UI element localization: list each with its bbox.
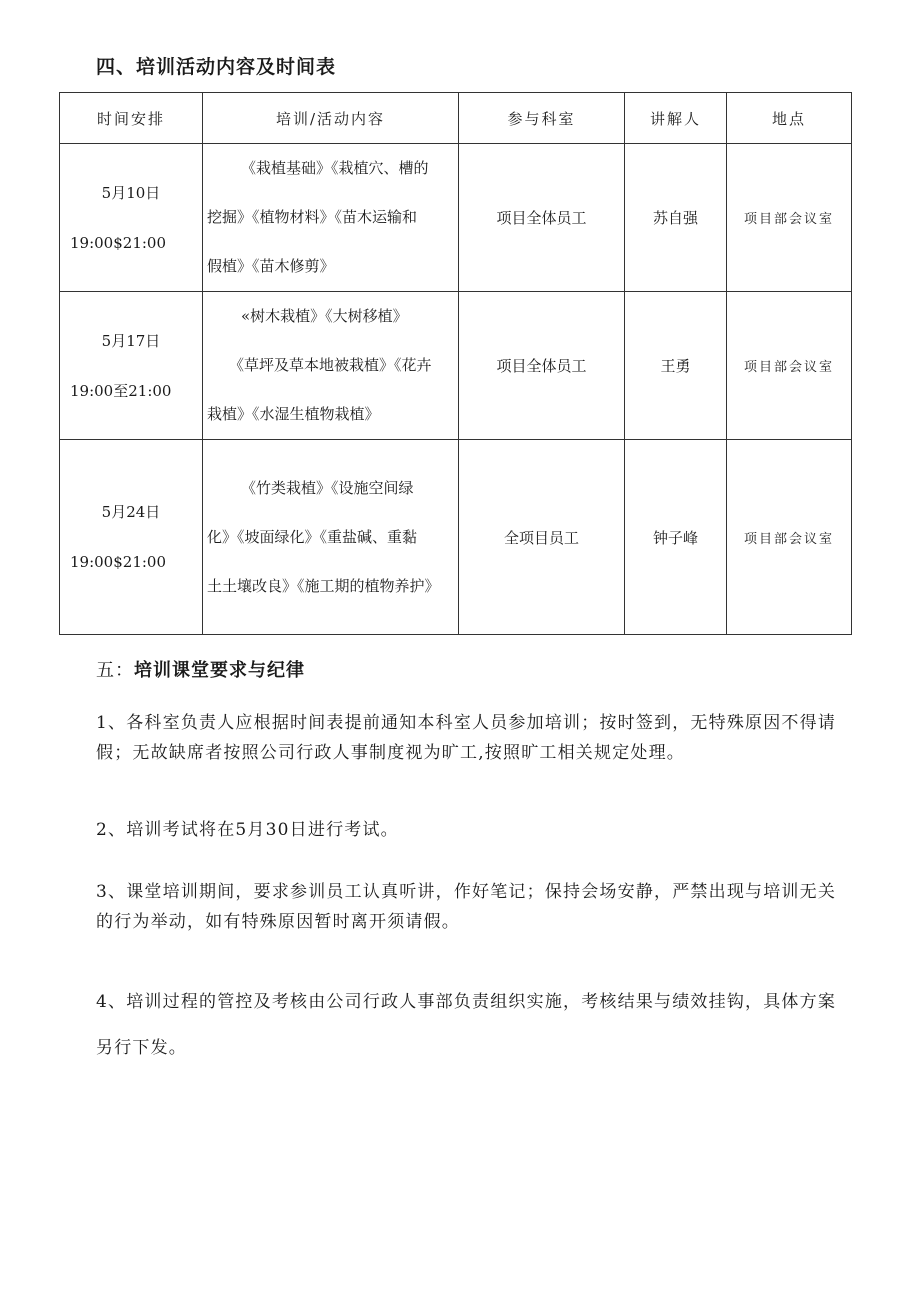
- header-speaker: 讲解人: [625, 93, 727, 144]
- date-text: 5月17日: [101, 331, 161, 350]
- speaker-cell: 王勇: [625, 292, 727, 440]
- requirement-paragraph-1: 1、各科室负责人应根据时间表提前通知本科室人员参加培训；按时签到，无特殊原因不得请假；无故缺席者按照公司行政人事制度视为旷工,按照旷工相关规定处理。: [96, 713, 837, 763]
- section-5-title-text: 培训课堂要求与纪律: [134, 660, 305, 681]
- location-cell: 项目部会议室: [727, 440, 852, 635]
- section-5-prefix: 五：: [96, 660, 134, 681]
- content-line: 挖掘》《植物材料》《苗木运输和: [207, 208, 418, 226]
- requirement-paragraph-4: 4、培训过程的管控及考核由公司行政人事部负责组织实施，考核结果与绩效挂钩，具体方案另行下发。: [96, 992, 837, 1058]
- department-cell: 项目全体员工: [459, 144, 625, 292]
- speaker-cell: 苏自强: [625, 144, 727, 292]
- requirement-paragraph-2: 2、培训考试将在5月30日进行考试。: [96, 820, 399, 840]
- table-row: [60, 440, 852, 635]
- section-5-title: [96, 656, 305, 682]
- section-4-title: 四、培训活动内容及时间表: [96, 56, 337, 78]
- date-text: 5月10日: [101, 183, 161, 202]
- table-header-row: [60, 93, 852, 144]
- time-cell: [60, 292, 203, 440]
- department-cell: 全项目员工: [459, 440, 625, 635]
- content-line: 化》《坡面绿化》《重盐碱、重黏: [207, 527, 418, 546]
- header-location: 地点: [727, 93, 852, 144]
- content-line: 栽植》《水湿生植物栽植》: [207, 405, 380, 423]
- speaker-cell: 钟子峰: [625, 440, 727, 635]
- requirement-paragraph-3: 3、课堂培训期间，要求参训员工认真听讲，作好笔记；保持会场安静，严禁出现与培训无关的行为举动，如有特殊原因暂时离开须请假。: [96, 882, 837, 932]
- department-cell: 项目全体员工: [459, 292, 625, 440]
- location-cell: 项目部会议室: [727, 292, 852, 440]
- time-cell: [60, 440, 203, 635]
- content-line: 《草坪及草本地被栽植》《花卉: [229, 356, 432, 374]
- table-row: [60, 144, 852, 292]
- content-line: 《竹类栽植》《设施空间绿: [241, 478, 414, 497]
- location-cell: 项目部会议室: [727, 144, 852, 292]
- header-content: 培训/活动内容: [203, 93, 459, 144]
- time-text: 19:00$21:00: [70, 233, 166, 252]
- header-time: 时间安排: [60, 93, 203, 144]
- content-line: «树木栽植》《大树移植》: [241, 307, 408, 325]
- date-text: 5月24日: [101, 503, 161, 521]
- content-cell: [203, 440, 459, 635]
- content-line: 《栽植基础》《栽植穴、槽的: [241, 159, 429, 177]
- content-line: 土土壤改良》《施工期的植物养护》: [207, 576, 440, 595]
- time-text: 19:00至21:00: [70, 381, 172, 400]
- header-department: 参与科室: [459, 93, 625, 144]
- time-cell: [60, 144, 203, 292]
- time-text: 19:00$21:00: [70, 553, 166, 571]
- schedule-table: [59, 92, 852, 635]
- content-line: 假植》《苗木修剪》: [207, 257, 335, 275]
- content-cell: [203, 144, 459, 292]
- table-row: [60, 292, 852, 440]
- content-cell: [203, 292, 459, 440]
